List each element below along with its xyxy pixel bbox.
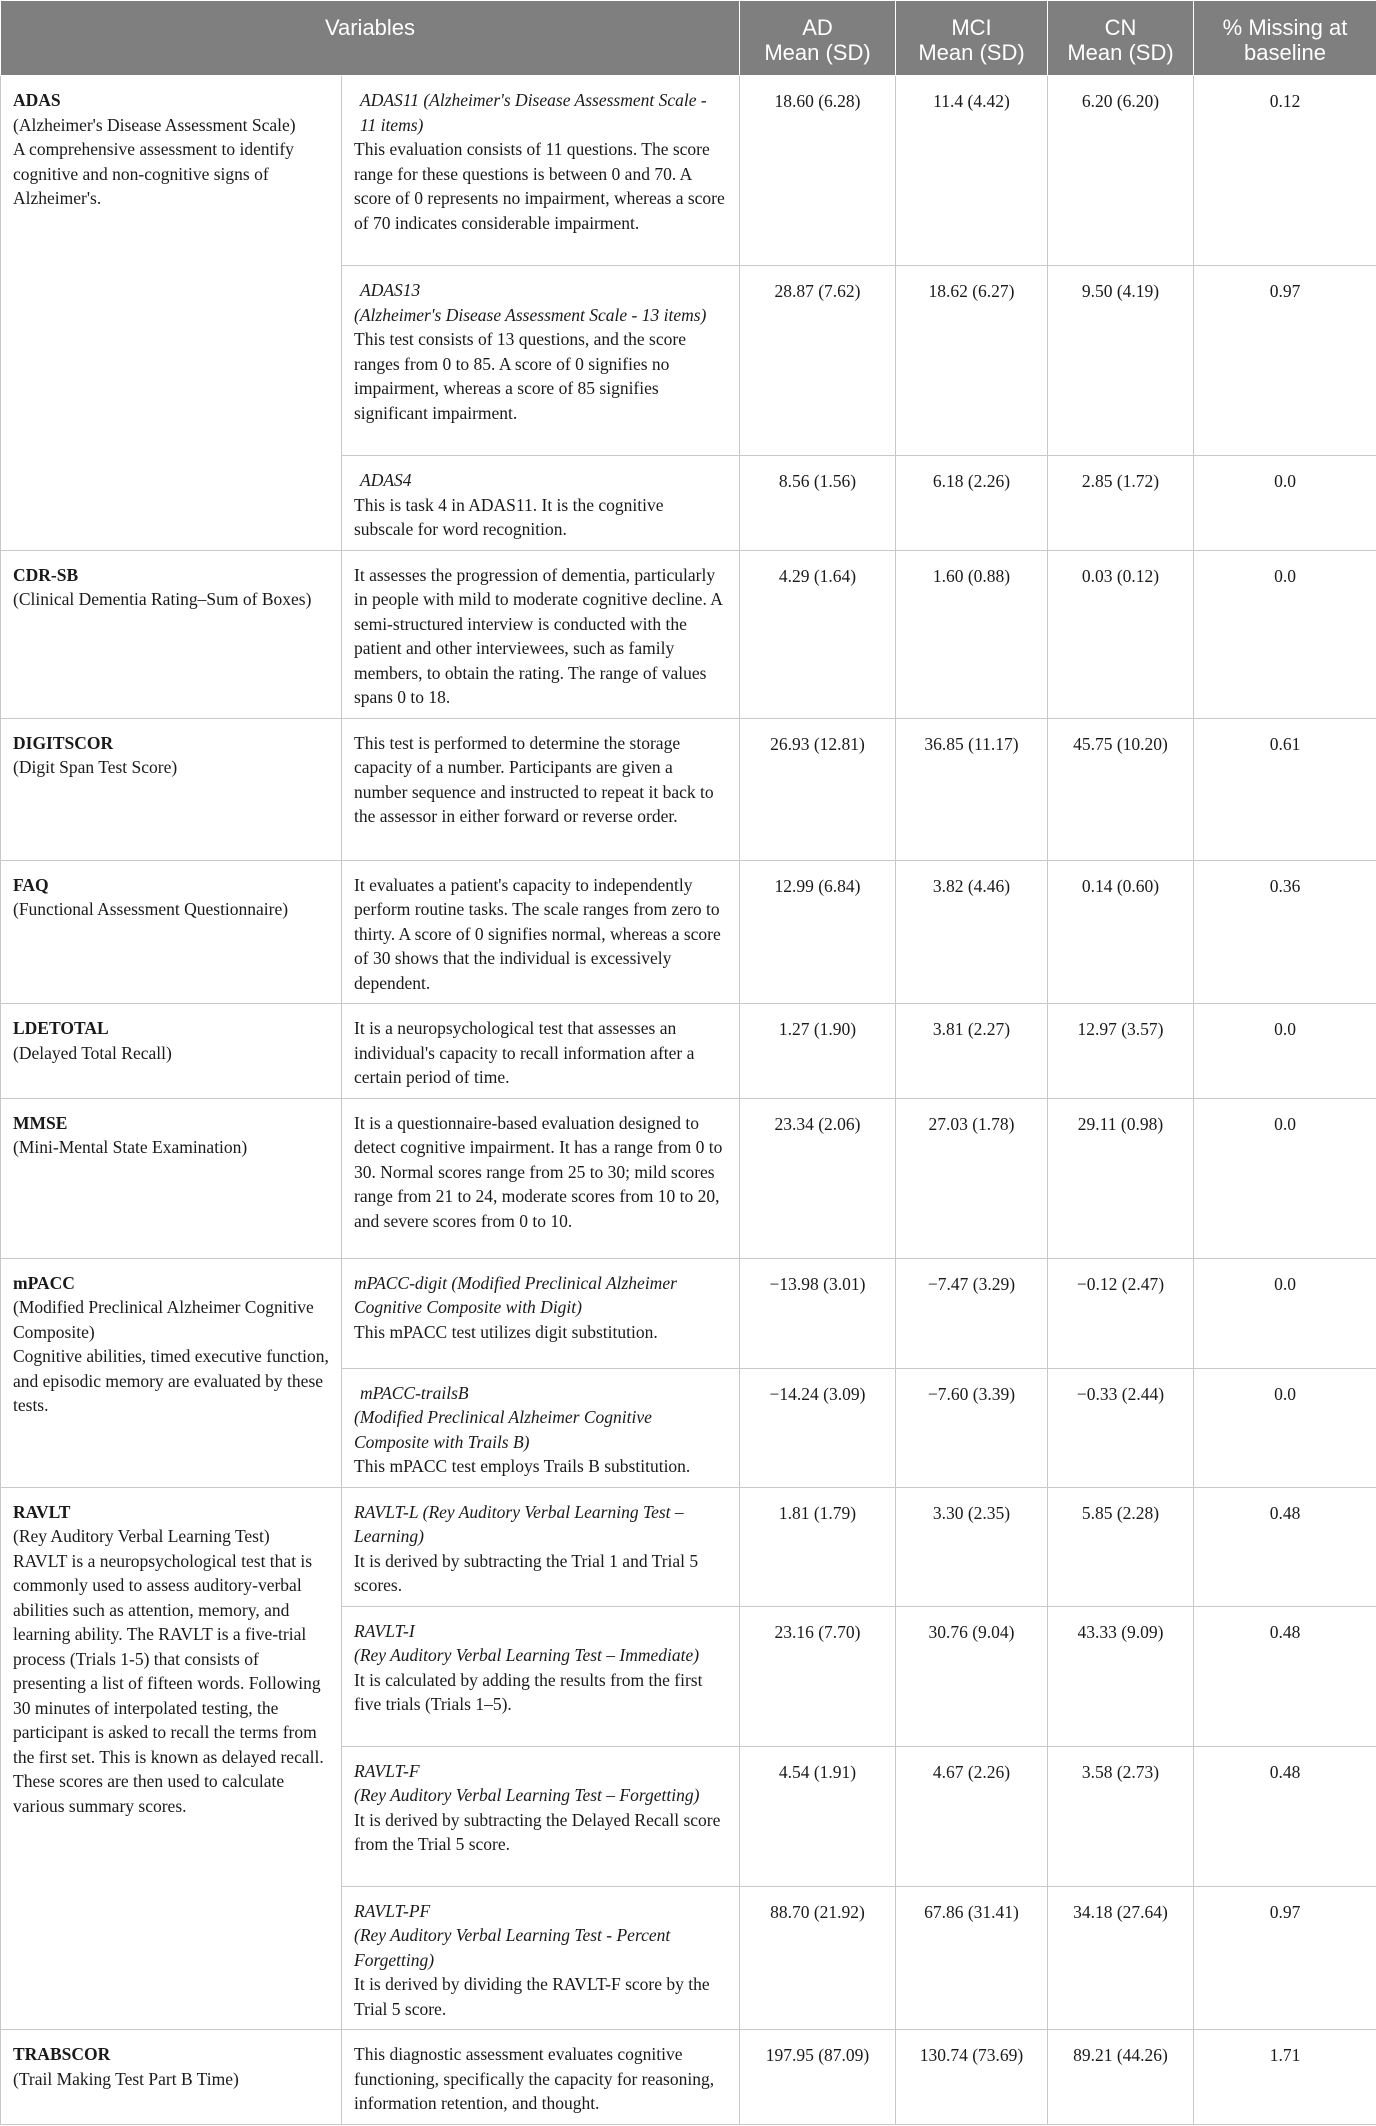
group-name: FAQ (13, 874, 49, 895)
group-fullname: (Digit Span Test Score) (13, 757, 178, 777)
group-cell-digitscor (1, 718, 342, 860)
group-cell-mmse (1, 1098, 342, 1258)
group-description: Cognitive abilities, timed executive function, and episodic memory are evaluated by these tests. (13, 1346, 329, 1415)
group-cell-trabscor (1, 2030, 342, 2125)
group-fullname: (Trail Making Test Part B Time) (13, 2068, 239, 2089)
variable-description: It is derived by subtracting the Trial 1 and Trial 5 scores. (354, 1550, 699, 1595)
ad-mean: 23.34 (2.06) (740, 1098, 896, 1258)
missing-pct: 0.48 (1194, 1746, 1376, 1886)
variable-cell (342, 550, 740, 718)
variable-description: This is task 4 in ADAS11. It is the cognitive subscale for word recognition. (354, 494, 664, 539)
variable-cell (342, 1258, 740, 1368)
variable-description: It evaluates a patient's capacity to independently perform routine tasks. The scale ranges from zero to thirty. A score of 0 signifies normal, whereas a score of 30 shows that the individual is excessively dependent. (354, 874, 721, 993)
group-name: mPACC (13, 1272, 75, 1293)
cn-mean: 9.50 (4.19) (1048, 266, 1194, 456)
missing-pct: 0.48 (1194, 1606, 1376, 1746)
variable-cell (342, 1746, 740, 1886)
variable-description: It is derived by dividing the RAVLT-F score by the Trial 5 score. (354, 1974, 710, 2019)
ad-mean: −14.24 (3.09) (740, 1368, 896, 1487)
variable-title: RAVLT-I (354, 1620, 415, 1641)
header-ad-sub: Mean (SD) (764, 40, 871, 65)
missing-pct: 0.0 (1194, 1004, 1376, 1099)
cn-mean: 3.58 (2.73) (1048, 1746, 1194, 1886)
variable-description: This evaluation consists of 11 questions. The score range for these questions is between 0 and 70. A score of 0 represents no impairment, whereas a score of 70 indicates considerable impairment. (354, 139, 725, 233)
missing-pct: 0.97 (1194, 266, 1376, 456)
group-fullname: (Alzheimer's Disease Assessment Scale) (13, 114, 296, 135)
variable-title: ADAS4 (360, 470, 412, 490)
header-mci-label: MCI (951, 15, 992, 40)
variable-description: It is a neuropsychological test that assesses an individual's capacity to recall information after a certain period of time. (354, 1018, 695, 1087)
variable-cell (342, 2030, 740, 2125)
missing-pct: 0.0 (1194, 1368, 1376, 1487)
mci-mean: 3.30 (2.35) (896, 1487, 1048, 1606)
table-row (1, 2030, 1376, 2125)
group-name: CDR-SB (13, 564, 79, 585)
ad-mean: 28.87 (7.62) (740, 266, 896, 456)
variable-description: It is calculated by adding the results from the first five trials (Trials 1–5). (354, 1669, 703, 1714)
missing-pct: 0.61 (1194, 718, 1376, 860)
header-variables (1, 1, 740, 76)
variable-cell (342, 456, 740, 551)
variable-title-full: (Alzheimer's Disease Assessment Scale - 13 items) (354, 304, 707, 325)
variable-title-full: (Modified Preclinical Alzheimer Cognitive Composite with Trails B) (354, 1407, 652, 1452)
header-cn (1048, 1, 1194, 76)
header-missing-sub: baseline (1244, 40, 1326, 65)
variable-description: This diagnostic assessment evaluates cognitive functioning, specifically the capacity for reasoning, information retention, and thought. (354, 2044, 715, 2113)
group-name: DIGITSCOR (13, 732, 114, 753)
mci-mean: 18.62 (6.27) (896, 266, 1048, 456)
cn-mean: 45.75 (10.20) (1048, 718, 1194, 860)
mci-mean: 4.67 (2.26) (896, 1746, 1048, 1886)
ad-mean: 1.81 (1.79) (740, 1487, 896, 1606)
variable-cell (342, 1886, 740, 2030)
ad-mean: 197.95 (87.09) (740, 2030, 896, 2125)
missing-pct: 0.0 (1194, 550, 1376, 718)
variable-description: It is derived by subtracting the Delayed Recall score from the Trial 5 score. (354, 1809, 721, 1854)
variable-description: It assesses the progression of dementia, particularly in people with mild to moderate cognitive decline. A semi-structured interview is conducted with the patient and other interviewees, such as family members, to obtain the rating. The range of values spans 0 to 18. (354, 564, 722, 707)
table-row (1, 1258, 1376, 1368)
mci-mean: 3.82 (4.46) (896, 860, 1048, 1004)
variable-cell (342, 1368, 740, 1487)
mci-mean: 3.81 (2.27) (896, 1004, 1048, 1099)
mci-mean: 30.76 (9.04) (896, 1606, 1048, 1746)
mci-mean: −7.47 (3.29) (896, 1258, 1048, 1368)
ad-mean: 4.29 (1.64) (740, 550, 896, 718)
cn-mean: 6.20 (6.20) (1048, 76, 1194, 266)
ad-mean: 4.54 (1.91) (740, 1746, 896, 1886)
cn-mean: −0.33 (2.44) (1048, 1368, 1194, 1487)
group-cell-cdrsb (1, 550, 342, 718)
variable-description: This test consists of 13 questions, and the score ranges from 0 to 85. A score of 0 signifies no impairment, whereas a score of 85 signifies significant impairment. (354, 329, 686, 423)
ad-mean: 12.99 (6.84) (740, 860, 896, 1004)
variable-title-full: (Rey Auditory Verbal Learning Test - Percent Forgetting) (354, 1925, 671, 1970)
group-fullname: (Rey Auditory Verbal Learning Test) (13, 1526, 270, 1546)
mci-mean: 11.4 (4.42) (896, 76, 1048, 266)
variable-title-full: (Rey Auditory Verbal Learning Test – Forgetting) (354, 1785, 700, 1805)
table-row (1, 1004, 1376, 1099)
variable-title: RAVLT-L (Rey Auditory Verbal Learning Test – Learning) (354, 1501, 684, 1546)
missing-pct: 0.97 (1194, 1886, 1376, 2030)
variable-title: ADAS11 (Alzheimer's Disease Assessment Scale - 11 items) (360, 90, 707, 135)
table-row (1, 718, 1376, 860)
missing-pct: 0.48 (1194, 1487, 1376, 1606)
variable-description: This mPACC test utilizes digit substitution. (354, 1321, 658, 1342)
mci-mean: 36.85 (11.17) (896, 718, 1048, 860)
ad-mean: 88.70 (21.92) (740, 1886, 896, 2030)
group-cell-ravlt (1, 1487, 342, 2030)
variable-description: It is a questionnaire-based evaluation designed to detect cognitive impairment. It has a range from 0 to 30. Normal scores range from 25 to 30; mild scores range from 21 to 24, moderate scores from 10 to 20, and severe scores from 0 to 10. (354, 1112, 723, 1231)
table-row (1, 1487, 1376, 1606)
cn-mean: 0.03 (0.12) (1048, 550, 1194, 718)
group-cell-ldetotal (1, 1004, 342, 1099)
variable-cell (342, 1606, 740, 1746)
missing-pct: 0.0 (1194, 1098, 1376, 1258)
variable-cell (342, 860, 740, 1004)
table-header (1, 1, 1376, 76)
mci-mean: 1.60 (0.88) (896, 550, 1048, 718)
group-fullname: (Delayed Total Recall) (13, 1042, 172, 1063)
variable-cell (342, 266, 740, 456)
header-missing (1194, 1, 1376, 76)
header-missing-label: % Missing at (1222, 15, 1348, 40)
cn-mean: 12.97 (3.57) (1048, 1004, 1194, 1099)
group-fullname: (Functional Assessment Questionnaire) (13, 899, 289, 919)
variable-title: mPACC-trailsB (360, 1382, 469, 1403)
variable-cell (342, 1098, 740, 1258)
group-name: ADAS (13, 90, 61, 110)
table-row (1, 76, 1376, 266)
cn-mean: 89.21 (44.26) (1048, 2030, 1194, 2125)
table-row (1, 860, 1376, 1004)
variable-description: This mPACC test employs Trails B substitution. (354, 1456, 691, 1476)
ad-mean: 26.93 (12.81) (740, 718, 896, 860)
header-mci (896, 1, 1048, 76)
group-cell-faq (1, 860, 342, 1004)
group-name: RAVLT (13, 1501, 71, 1522)
header-ad (740, 1, 896, 76)
variable-cell (342, 1004, 740, 1099)
table-row (1, 1098, 1376, 1258)
header-row (1, 1, 1376, 76)
cn-mean: 0.14 (0.60) (1048, 860, 1194, 1004)
header-mci-sub: Mean (SD) (918, 40, 1025, 65)
group-cell-adas (1, 76, 342, 551)
header-cn-sub: Mean (SD) (1067, 40, 1174, 65)
cn-mean: −0.12 (2.47) (1048, 1258, 1194, 1368)
group-fullname: (Modified Preclinical Alzheimer Cognitive Composite) (13, 1297, 314, 1342)
cn-mean: 43.33 (9.09) (1048, 1606, 1194, 1746)
header-variables-label: Variables (324, 15, 416, 40)
variable-title: RAVLT-F (354, 1760, 420, 1781)
variable-title: mPACC-digit (Modified Preclinical Alzheimer Cognitive Composite with Digit) (354, 1272, 677, 1317)
cn-mean: 2.85 (1.72) (1048, 456, 1194, 551)
ad-mean: 23.16 (7.70) (740, 1606, 896, 1746)
missing-pct: 1.71 (1194, 2030, 1376, 2125)
group-fullname: (Mini-Mental State Examination) (13, 1137, 248, 1157)
table-row (1, 550, 1376, 718)
cn-mean: 34.18 (27.64) (1048, 1886, 1194, 2030)
mci-mean: 67.86 (31.41) (896, 1886, 1048, 2030)
ad-mean: 18.60 (6.28) (740, 76, 896, 266)
group-cell-mpacc (1, 1258, 342, 1487)
group-fullname: (Clinical Dementia Rating–Sum of Boxes) (13, 589, 312, 609)
variable-title: RAVLT-PF (354, 1900, 431, 1921)
variable-cell (342, 718, 740, 860)
missing-pct: 0.0 (1194, 1258, 1376, 1368)
missing-pct: 0.0 (1194, 456, 1376, 551)
mci-mean: 27.03 (1.78) (896, 1098, 1048, 1258)
mci-mean: 6.18 (2.26) (896, 456, 1048, 551)
cn-mean: 5.85 (2.28) (1048, 1487, 1194, 1606)
group-name: TRABSCOR (13, 2044, 111, 2064)
group-name: MMSE (13, 1112, 68, 1133)
header-cn-label: CN (1104, 15, 1137, 40)
variable-cell (342, 76, 740, 266)
missing-pct: 0.36 (1194, 860, 1376, 1004)
header-ad-label: AD (802, 15, 833, 40)
variable-title-full: (Rey Auditory Verbal Learning Test – Immediate) (354, 1645, 700, 1665)
mci-mean: −7.60 (3.39) (896, 1368, 1048, 1487)
variable-cell (342, 1487, 740, 1606)
variable-title: ADAS13 (360, 280, 421, 300)
cn-mean: 29.11 (0.98) (1048, 1098, 1194, 1258)
variable-description: This test is performed to determine the storage capacity of a number. Participants are given a number sequence and instructed to repeat it back to the assessor in either forward or reverse order. (354, 732, 714, 826)
ad-mean: −13.98 (3.01) (740, 1258, 896, 1368)
mci-mean: 130.74 (73.69) (896, 2030, 1048, 2125)
group-name: LDETOTAL (13, 1018, 109, 1038)
group-description: A comprehensive assessment to identify cognitive and non-cognitive signs of Alzheimer's. (13, 139, 294, 208)
missing-pct: 0.12 (1194, 76, 1376, 266)
ad-mean: 8.56 (1.56) (740, 456, 896, 551)
group-description: RAVLT is a neuropsychological test that is commonly used to assess auditory-verbal abilities such as attention, memory, and learning ability. The RAVLT is a five-trial process (Trials 1-5) that consists of presenting a list of fifteen words. Following 30 minutes of interpolated testing, the participant is asked to recall the terms from the first set. This is known as delayed recall. These scores are then used to calculate various summary scores. (13, 1550, 324, 1816)
ad-mean: 1.27 (1.90) (740, 1004, 896, 1099)
